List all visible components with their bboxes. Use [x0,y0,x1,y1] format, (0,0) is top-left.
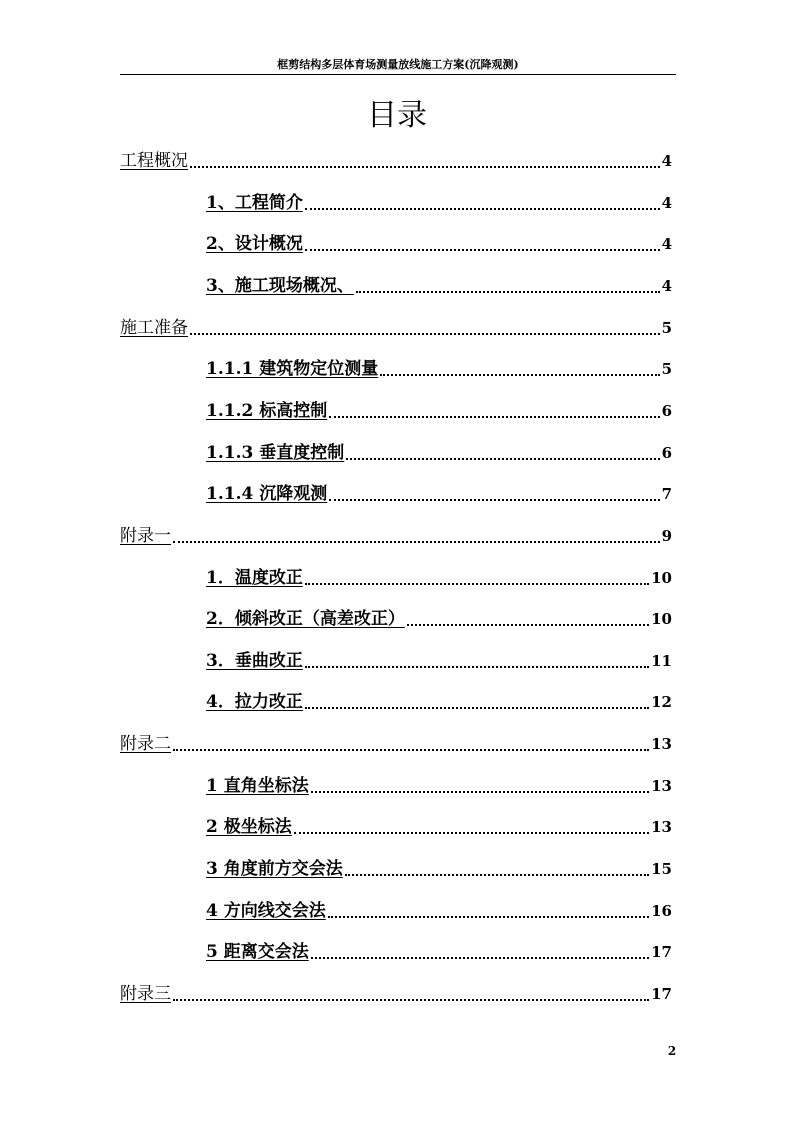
toc-entry-label[interactable]: 2、设计概况 [206,234,303,255]
toc-entry-page: 13 [651,818,672,837]
running-header: 框剪结构多层体育场测量放线施工方案(沉降观测) [277,58,519,71]
toc-entry[interactable] [120,315,672,339]
toc-entry[interactable] [206,231,672,255]
toc-entry[interactable] [206,565,672,589]
toc-entry-label[interactable]: 4．拉力改正 [206,692,303,713]
toc-entry-label[interactable]: 2 极坐标法 [206,817,292,838]
toc-entry-page: 4 [661,152,672,170]
toc-entry-label[interactable]: 附录二 [120,734,171,755]
toc-entry-page: 17 [651,985,672,1003]
toc-dot-leader [346,458,659,460]
toc-entry[interactable] [206,898,672,922]
toc-dot-leader [173,541,660,543]
toc-dot-leader [305,583,649,585]
toc-entry[interactable] [120,523,672,547]
toc-dot-leader [329,499,659,501]
toc-entry[interactable] [206,356,672,380]
toc-entry[interactable] [120,148,672,172]
toc-dot-leader [356,291,660,293]
toc-entry-label[interactable]: 1.1.1 建筑物定位测量 [206,359,379,380]
toc-entry-label[interactable]: 1、工程简介 [206,192,303,213]
toc-entry-page: 13 [651,776,672,795]
toc-entry-label[interactable]: 3、施工现场概况、 [206,275,354,296]
toc-dot-leader [311,957,649,959]
toc-dot-leader [173,999,649,1001]
toc-entry-label[interactable]: 1 直角坐标法 [206,775,309,796]
toc-entry[interactable] [206,273,672,297]
toc-entry[interactable] [206,814,672,838]
toc-entry-label[interactable]: 1.1.2 标高控制 [206,400,328,421]
toc-dot-leader [305,666,649,668]
toc-entry-page: 4 [661,193,672,212]
toc-entry[interactable] [206,773,672,797]
toc-dot-leader [305,707,649,709]
toc-dot-leader [190,333,660,335]
toc-dot-leader [407,624,649,626]
toc-entry-page: 9 [661,526,672,545]
toc-entry-page: 16 [651,901,672,920]
toc-entry-page: 6 [661,443,672,462]
toc-entry-page: 10 [651,568,672,587]
toc-entry-label[interactable]: 工程概况 [120,151,188,171]
toc-entry-label[interactable]: 附录一 [120,525,171,546]
toc-entry-label[interactable]: 3．垂曲改正 [206,650,303,671]
toc-entry-label[interactable]: 附录三 [120,984,171,1004]
toc-entry-label[interactable]: 1.1.3 垂直度控制 [206,442,345,463]
toc-entry-page: 6 [661,401,672,420]
toc-entry[interactable] [206,398,672,422]
toc-entry[interactable] [206,440,672,464]
toc-dot-leader [305,208,660,210]
toc-dot-leader [380,374,659,376]
toc-entry-page: 13 [651,735,672,754]
toc-dot-leader [173,749,649,751]
toc-entry[interactable] [206,190,672,214]
toc-entry-label[interactable]: 施工准备 [120,317,188,338]
toc-entry-page: 7 [661,485,672,504]
toc-dot-leader [305,249,660,251]
toc-entry[interactable] [120,731,672,755]
toc-dot-leader [345,874,649,876]
toc-entry-label[interactable]: 4 方向线交会法 [206,900,326,921]
toc-dot-leader [328,916,649,918]
toc-entry-page: 4 [661,276,672,295]
toc-entry-page: 10 [651,610,672,629]
toc-entry-page: 5 [661,318,672,337]
toc-entry[interactable] [206,689,672,713]
toc-entry-label[interactable]: 1．温度改正 [206,567,303,588]
toc-title: 目录 [367,98,427,133]
toc-entry-page: 17 [651,943,672,962]
toc-entry-page: 4 [661,235,672,254]
toc-entry-page: 5 [661,360,672,379]
toc-entry-label[interactable]: 1.1.4 沉降观测 [206,484,328,505]
toc-entry[interactable] [206,856,672,880]
toc-entry[interactable] [206,648,672,672]
toc-entry[interactable] [206,939,672,963]
toc-entry-page: 12 [651,693,672,712]
toc-entry-page: 15 [651,860,672,879]
toc-dot-leader [311,791,649,793]
toc-entry[interactable] [206,606,672,630]
toc-entry[interactable] [206,481,672,505]
page-number: 2 [667,1044,677,1058]
toc-entry-page: 11 [651,651,672,670]
toc-entry-label[interactable]: 5 距离交会法 [206,942,309,963]
toc-entry-label[interactable]: 3 角度前方交会法 [206,859,343,880]
toc-dot-leader [294,832,649,834]
toc-entry-label[interactable]: 2．倾斜改正（高差改正） [206,609,405,630]
toc-dot-leader [190,166,660,168]
toc-entry[interactable] [120,981,672,1005]
toc-dot-leader [329,416,659,418]
